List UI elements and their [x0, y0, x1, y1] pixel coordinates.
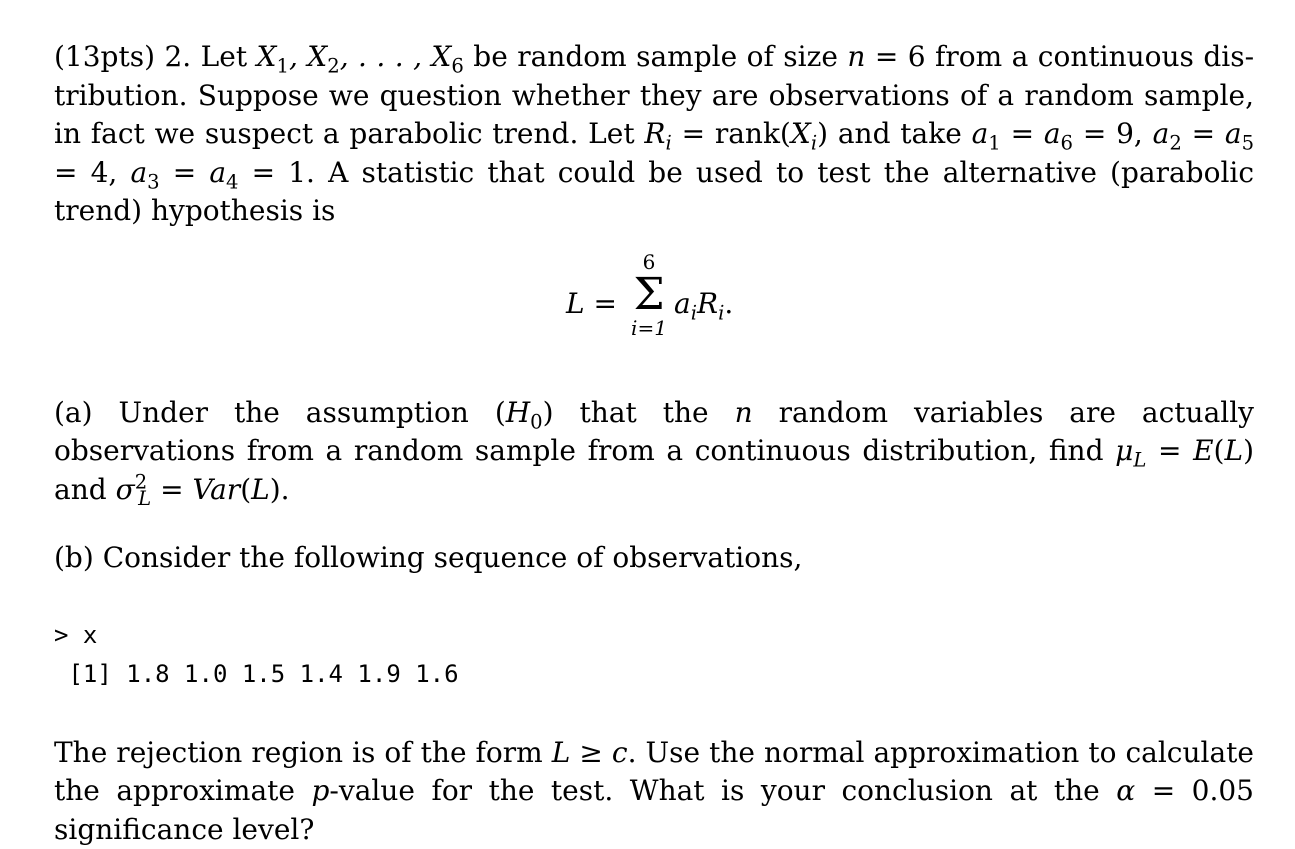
part-b-label: (b) — [54, 541, 94, 574]
part-b-text: Consider the following sequence of observations, — [103, 541, 803, 574]
part-a-text-4: and — [54, 473, 107, 506]
part-a-label: (a) — [54, 396, 93, 429]
display-formula — [54, 251, 1254, 376]
problem-intro — [54, 38, 1254, 231]
intro-text-3: and take — [838, 117, 962, 150]
part-a-text-3: random variables are actually observations from a random sample from a continuous distribution, find — [54, 396, 1254, 468]
formula-summand: $a_iR_i$. — [674, 287, 733, 320]
part-a — [54, 394, 1254, 510]
part-a-text-2: that the — [580, 396, 709, 429]
problem-number: 2. — [164, 40, 191, 73]
code-prompt: > x — [54, 621, 97, 649]
sum-lower-limit: i=1 — [624, 317, 674, 339]
question-text-1: Use the normal approximation to calculate the approximate — [54, 736, 1254, 808]
sample-vars: $X_1$, $X_2$, . . . , $X_6$ — [257, 40, 464, 73]
rejection-text: The rejection region is of the form — [54, 736, 543, 769]
sigma-expression: $\sigma^2_L = Var(L)$. — [116, 473, 290, 506]
question-text-2: -value for the test. What is your conclusion at the — [329, 774, 1099, 807]
intro-text-2: from a continuous dis-tribution. Suppose we question whether they are observations of a random sample, in fact we suspect a parabolic trend. Let — [54, 40, 1254, 150]
points-label: (13pts) — [54, 40, 155, 73]
summation — [624, 251, 674, 339]
intro-text-4: A statistic that could be used to test the alternative (parabolic trend) hypothesis is — [54, 156, 1254, 228]
part-b-question — [54, 734, 1254, 849]
let-word: Let — [201, 40, 247, 73]
n-var: n — [735, 396, 753, 429]
sum-upper-limit: 6 — [624, 251, 674, 273]
p-var: p — [311, 774, 329, 807]
rank-definition: $R_i$ = $rank(X_i)$ — [644, 117, 828, 150]
formula-lhs: L = — [566, 287, 617, 320]
sum-symbol: Σ — [624, 273, 674, 317]
problem-page — [54, 38, 1254, 849]
n-equals: n = 6 — [847, 40, 925, 73]
alpha-expression: α = 0.05 — [1116, 774, 1254, 807]
h0: $(H_0)$ — [495, 396, 554, 429]
mu-expression: $\mu_L = E(L)$ — [1115, 434, 1254, 467]
r-code-block — [54, 616, 1254, 694]
rejection-inequality: L ≥ c. — [552, 736, 637, 769]
part-a-text-1: Under the assumption — [119, 396, 469, 429]
intro-text-1: be random sample of size — [473, 40, 838, 73]
weights: $a_1 = a_6 = 9$, $a_2 = a_5 = 4$, $a_3 = a_4 = 1$. — [54, 117, 1254, 189]
code-output: [1] 1.8 1.0 1.5 1.4 1.9 1.6 — [54, 660, 459, 688]
part-b-intro — [54, 539, 1254, 578]
question-text-3: significance level? — [54, 813, 314, 846]
